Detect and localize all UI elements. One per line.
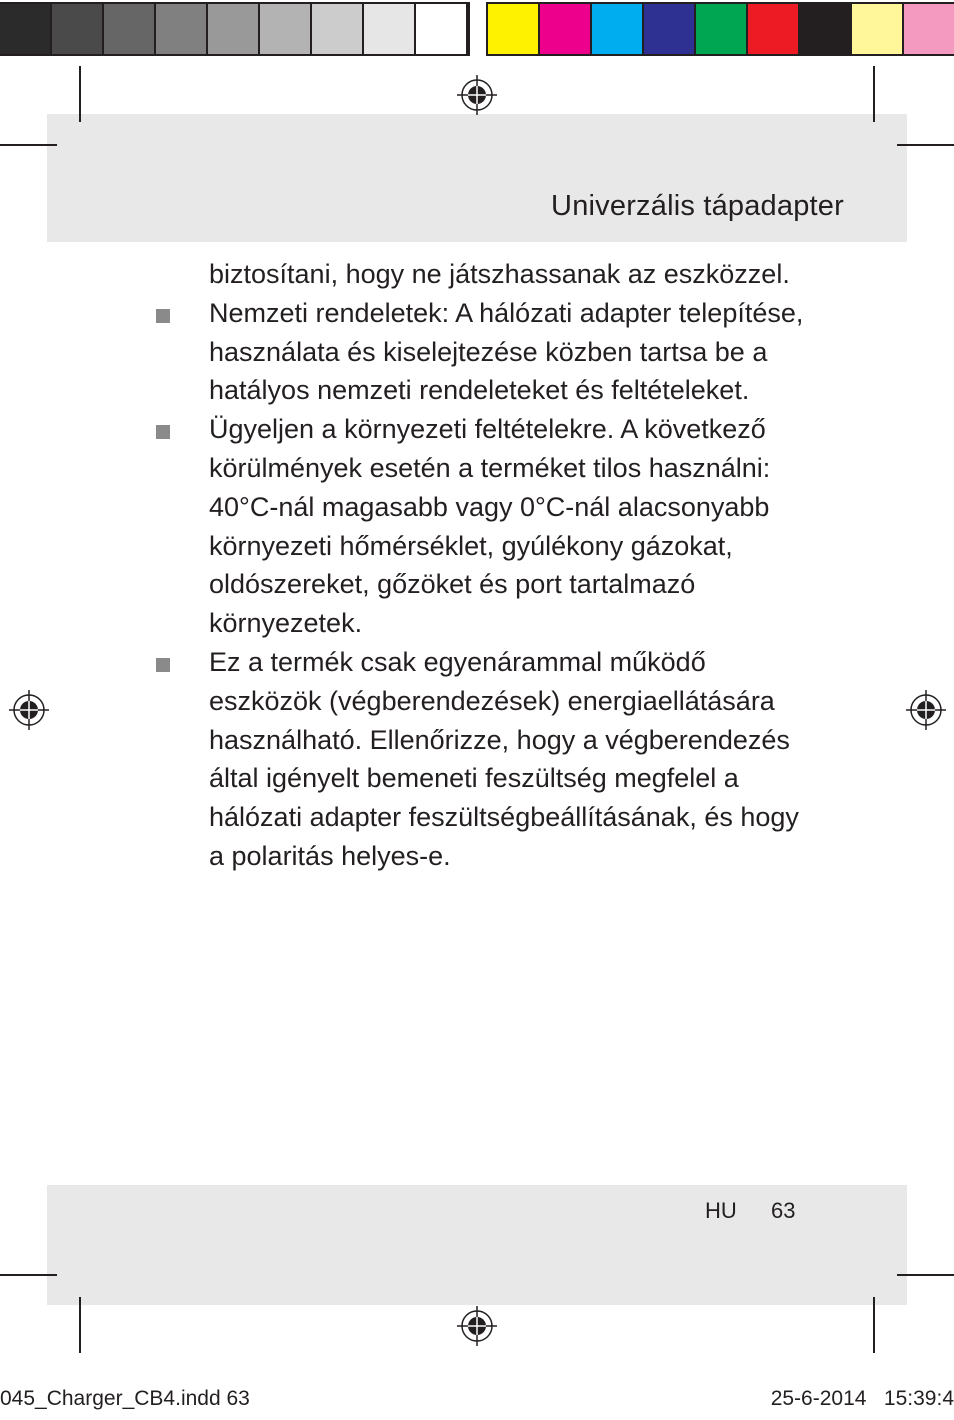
bullet-item [0,643,809,876]
color-swatch [904,4,954,54]
bullet-text: Nemzeti rendeletek: A hálózati adapter telepítése, használata és kiselejtezése közben tartsa be a hatályos nemzeti rendeleteket és feltételeket. [209,297,804,406]
crop-mark [79,66,81,122]
page-header-title: Univerzális tápadapter [551,190,844,222]
gray-swatch [52,4,104,54]
grayscale-calibration-bar [0,2,470,56]
page-number: 63 [771,1198,796,1223]
gray-swatch [312,4,364,54]
bullet-item [0,294,809,410]
crop-mark [0,144,57,146]
color-swatch [800,4,852,54]
footer-language-code: HU [705,1198,737,1223]
gray-swatch [416,4,468,54]
color-calibration-bar [486,2,954,56]
crop-mark [873,66,875,122]
bullet-text: Ez a termék csak egyenárammal működő eszközök (végberendezések) energiaellátására használható. Ellenőrizze, hogy a végberendezés által igényelt bemeneti feszültség megfelel a hálózati adapter feszültségbeállításának, és hogy a polaritás helyes-e. [209,646,799,871]
bullet-text: Ügyeljen a környezeti feltételekre. A következő körülmények esetén a terméket tilos használni: 40°C-nál magasabb vagy 0°C-nál alacsonyabb környezeti hőmérséklet, gyúlékony gázokat, oldószereket, gőzöket és port tartalmazó környezetek. [209,414,771,639]
color-swatch [488,4,540,54]
square-bullet-icon [156,425,170,439]
bullet-item [0,410,809,643]
gray-swatch [208,4,260,54]
registration-mark-icon [457,1306,497,1346]
crop-mark [897,1274,954,1276]
color-swatch [748,4,800,54]
slug-datetime: 25-6-2014 15:39:4 [770,1387,954,1410]
crop-mark [0,1274,57,1276]
slug-filename: 045_Charger_CB4.indd 63 [0,1387,250,1410]
gray-swatch [0,4,52,54]
gray-swatch [156,4,208,54]
color-swatch [852,4,904,54]
gray-swatch [364,4,416,54]
gray-swatch [104,4,156,54]
gray-swatch [260,4,312,54]
crop-mark [79,1297,81,1353]
crop-mark [897,144,954,146]
color-swatch [644,4,696,54]
square-bullet-icon [156,309,170,323]
continuation-paragraph: biztosítani, hogy ne játszhassanak az eszközzel. [209,259,790,289]
color-swatch [592,4,644,54]
color-swatch [696,4,748,54]
square-bullet-icon [156,658,170,672]
color-swatch [540,4,592,54]
registration-mark-icon [457,75,497,115]
crop-mark [873,1297,875,1353]
document-body [0,255,954,876]
